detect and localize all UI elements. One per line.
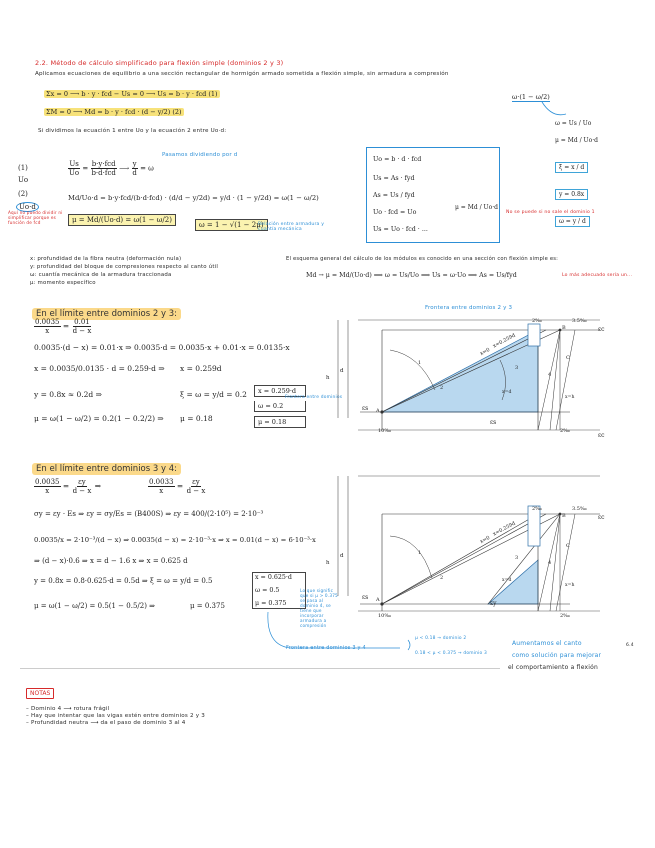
d2-eps-y: εy [490, 600, 497, 607]
d1-eps-c-bottom: εc [598, 432, 605, 439]
s34-line-1: $\frac{0.0035}{x}$ = $\frac{\varepsilon y}{d - x}$ ⇒ [35, 478, 101, 495]
s34-box-line: ω = 0.5 [255, 587, 280, 594]
d1-top-left: 2‰ [532, 318, 542, 324]
d2-x0: x=0 [479, 534, 492, 546]
d2-eps-s: εs [362, 594, 369, 601]
s34-box-line: μ = 0.375 [255, 600, 287, 607]
s34-line-7: μ = ω(1 − ω/2) = 0.5(1 − 0.5/2) ⇒ [34, 602, 156, 610]
blue-note-omega: Relación entre armadura y cuantía mecánica [258, 222, 325, 232]
notes-item: – Dominio 4 ⟶ rotura frágil [26, 706, 110, 712]
d1-bottom-right: 2‰ [560, 428, 570, 434]
s23-line-5: y = 0.8x ≈ 0.2d ⇒ [34, 390, 102, 399]
d1-top-right: 3.5‰ [572, 318, 587, 324]
s23-line-7: μ = ω(1 − ω/2) = 0.2(1 − 0.2/2) ⇒ [34, 414, 164, 423]
d2-num-1: 1 [418, 550, 422, 556]
equilibrium-note: Si dividimos la ecuación 1 entre Uo y la ecuación 2 entre Uo·d: [38, 128, 227, 134]
d2-top-left: 2‰ [532, 506, 542, 512]
d1-point-c: C [566, 355, 570, 361]
d1-xh: x=h [565, 395, 575, 400]
final-note: el comportamiento a flexión [508, 664, 599, 671]
side-list-item: ξ = x / d [555, 162, 588, 173]
side-list-item: ω = y / d [555, 216, 590, 227]
side-list-item: y = 0.8x [555, 189, 588, 200]
d1-num-3: 3 [515, 365, 519, 371]
derivation-line-2: Md/Uo·d = b·y·fcd/(b·d·fcd) · (d/d − y/2d) = y/d · (1 − y/2d) = ω(1 − ω/2) [68, 194, 319, 202]
page-number: 6.4 [626, 643, 634, 648]
blue-note-top: Pasamos dividiendo por d [162, 152, 238, 158]
d1-eps-s-bottom: εs [490, 419, 497, 426]
d2-bottom-left: 10‰ [378, 613, 392, 619]
side-blue-formula: ω·(1 − ω/2) [512, 93, 550, 101]
intro-text: Aplicamos ecuaciones de equilibrio a una sección rectangular de hormigón armado sometida a flexión simple, sin armadura a compresión [35, 71, 449, 77]
s23-line-4: x = 0.259d [180, 364, 222, 373]
diagram-1-title: Frontera entre dominios 2 y 3 [425, 305, 513, 311]
side-list-item: μ = Md / Uo·d [555, 137, 598, 144]
s34-legend-b: 0.18 < μ < 0.375 → dominio 3 [415, 651, 487, 656]
s23-box-line: ω = 0.2 [254, 401, 306, 412]
d2-dim-d: d [340, 553, 344, 559]
d1-point-a: A [376, 408, 380, 414]
d1-x0259: x=0.259d [492, 332, 517, 350]
s34-line-6: y = 0.8x = 0.8·0.625·d = 0.5d ⇒ ξ = ω = y/d = 0.5 [34, 577, 213, 585]
d2-num-3: 3 [515, 555, 519, 561]
definition-item: ω: cuantía mecánica de la armadura traccionada [30, 272, 172, 278]
red-note-right: No se puede si no sale el dominio 1 [506, 210, 595, 215]
derivation-label-1: (1) [18, 164, 28, 172]
s23-line-3: x = 0.0035/0.0135 · d = 0.259·d ⇒ [34, 364, 165, 373]
s34-box-line: x = 0.625·d [255, 574, 292, 581]
d2-x0259: x=0.259d [492, 520, 517, 538]
d1-num-4: 4 [548, 372, 552, 378]
s34-line-3: σy = εy · Es ⇒ εy = σy/Es = (B400S) ⇒ εy = 400/(2·10⁵) = 2·10⁻³ [34, 510, 264, 518]
d1-eps-s: εs [362, 405, 369, 412]
d2-point-b: B [562, 513, 566, 519]
d2-xh: x=h [565, 583, 575, 588]
s23-box-line: μ = 0.18 [254, 416, 306, 428]
side-list-item: ω = Us / Uo [555, 120, 592, 127]
d1-point-b: B [562, 325, 566, 331]
boxed-formulas-panel [366, 147, 500, 243]
s23-line-8: μ = 0.18 [180, 414, 213, 423]
page-title: 2.2. Método de cálculo simplificado para flexión simple (dominios 2 y 3) [35, 59, 284, 67]
divider [20, 668, 500, 669]
d1-dim-d: d [340, 368, 344, 374]
d2-bottom-right: 2‰ [560, 613, 570, 619]
d2-num-4: 4 [548, 560, 552, 566]
boxed-formula-line: Uo = b · d · fcd [373, 156, 422, 163]
boxed-formula-line: As = Us / fyd [373, 192, 415, 199]
definitions-list [30, 256, 218, 286]
d1-xd: x=d [502, 390, 512, 395]
final-note-blue: Aumentamos el canto [512, 640, 582, 647]
equilibrium-eq2: ΣM = 0 ⟶ Md = b · y · fcd · (d − y/2) (2) [46, 108, 182, 116]
boxed-formula-line: Us = Uo · fcd · ... [373, 226, 428, 233]
d1-dim-h: h [326, 375, 330, 381]
notes-item: – Hay que intentar que las vigas estén entre dominios 2 y 3 [26, 713, 205, 719]
d2-point-c: C [566, 543, 570, 549]
final-note-blue-2: como solución para mejorar [512, 652, 602, 659]
section-3-4-title: En el límite entre dominios 3 y 4: [32, 456, 181, 475]
side-blue-arrow [540, 100, 570, 120]
section-2-3-title: En el límite entre dominios 2 y 3: [32, 301, 181, 320]
d2-eps-c: εc [598, 514, 605, 521]
s23-result-box [254, 385, 306, 428]
s34-frontier-label: Frontera entre dominios 3 y 4 [286, 645, 366, 651]
s34-legend-a: μ < 0.18 → dominio 2 [415, 636, 467, 641]
d2-xd: x=d [502, 578, 512, 583]
derivation-div-2: Uo·d [16, 202, 39, 212]
boxed-formula-line: Uo · fcd = Uo [373, 209, 417, 216]
boxed-formula-line: Us = As · fyd [373, 175, 415, 182]
derivation-div-1: Uo [18, 176, 29, 184]
notes-title: NOTAS [26, 688, 54, 699]
s23-line-1: $\frac{0.0035}{x}$ = $\frac{0.01}{d - x}$ [35, 318, 92, 335]
d2-dim-h: h [326, 560, 330, 566]
general-red-side: Lo más adecuado sería un... [562, 273, 633, 278]
red-note-left: Aquí no puedo dividir ni simplificar porque es función de fcd [8, 210, 63, 225]
notes-item: – Profundidad neutra ⟶ da el paso de dominio 3 al 4 [26, 720, 186, 726]
result-box-omega: ω = 1 − √(1 − 2μ) [195, 219, 268, 231]
s34-blue-note: Lo que signific que si μ > 0.375 se pasa al dominio 4, se tiene que incorporar armadura a compresión [300, 588, 338, 628]
s34-result-box [252, 572, 306, 609]
result-box-mu: μ = Md/(Uo·d) = ω(1 − ω/2) [68, 214, 176, 226]
d2-point-a: A [376, 597, 380, 603]
equilibrium-eq1: Σx = 0 ⟶ b · y · fcd − Us = 0 ⟶ Us = b · y · fcd (1) [46, 90, 218, 98]
definition-item: x: profundidad de la fibra neutra (deformación nula) [30, 256, 182, 262]
derivation-label-2: (2) [18, 190, 28, 198]
notes-list [26, 706, 205, 726]
d1-bottom-left: 10‰ [378, 428, 392, 434]
d1-eps-c: εc [598, 326, 605, 333]
d1-num-1: 1 [418, 360, 422, 366]
s23-line-2: 0.0035·(d − x) = 0.01·x ⇒ 0.0035·d = 0.0035·x + 0.01·x = 0.0135·x [34, 343, 290, 352]
general-scheme-text: El esquema general del cálculo de los módulos es conocido en una sección con flexión simple es: [286, 256, 559, 262]
derivation-line-1: $\frac{Us}{Uo}$ = $\frac{\text{b·y·fcd}}{\text{b·d·fcd}}$ ⟶ $\frac{y}{d}$ = ω [69, 160, 154, 177]
definition-item: μ: momento específico [30, 280, 96, 286]
s34-line-4: 0.0035/x = 2·10⁻³/(d − x) ⇒ 0.0035(d − x) = 2·10⁻³·x ⇒ x = 0.01(d − x) = 6·10⁻³·x [34, 536, 316, 544]
s34-line-5: ⇒ (d − x)·0.6 ⇒ x = d − 1.6 x ⇒ x = 0.625 d [34, 557, 188, 565]
s23-box-note: Frontera entre dominios [285, 395, 343, 400]
d1-x0: x=0 [479, 346, 492, 358]
s23-box-line: x = 0.259·d [254, 385, 306, 397]
d2-top-right: 3.5‰ [572, 506, 587, 512]
s23-line-6: ξ = ω = y/d = 0.2 [180, 390, 247, 399]
domain-diagram-1 [320, 310, 610, 445]
definition-item: y: profundidad del bloque de compresiones respecto al canto útil [30, 264, 219, 270]
s34-line-8: μ = 0.375 [190, 602, 225, 610]
d1-num-2: 2 [440, 385, 444, 391]
boxed-side: μ = Md / Uo·d [455, 204, 498, 211]
d2-num-2: 2 [440, 575, 444, 581]
general-scheme-formula: Md → μ = Md/(Uo·d) ⟹ ω = Us/Uo ⟹ Us = ω·Uo ⟹ As = Us/fyd [306, 272, 517, 279]
s34-line-2: $\frac{0.0033}{x}$ = $\frac{\varepsilon y}{d - x}$ [149, 478, 206, 495]
